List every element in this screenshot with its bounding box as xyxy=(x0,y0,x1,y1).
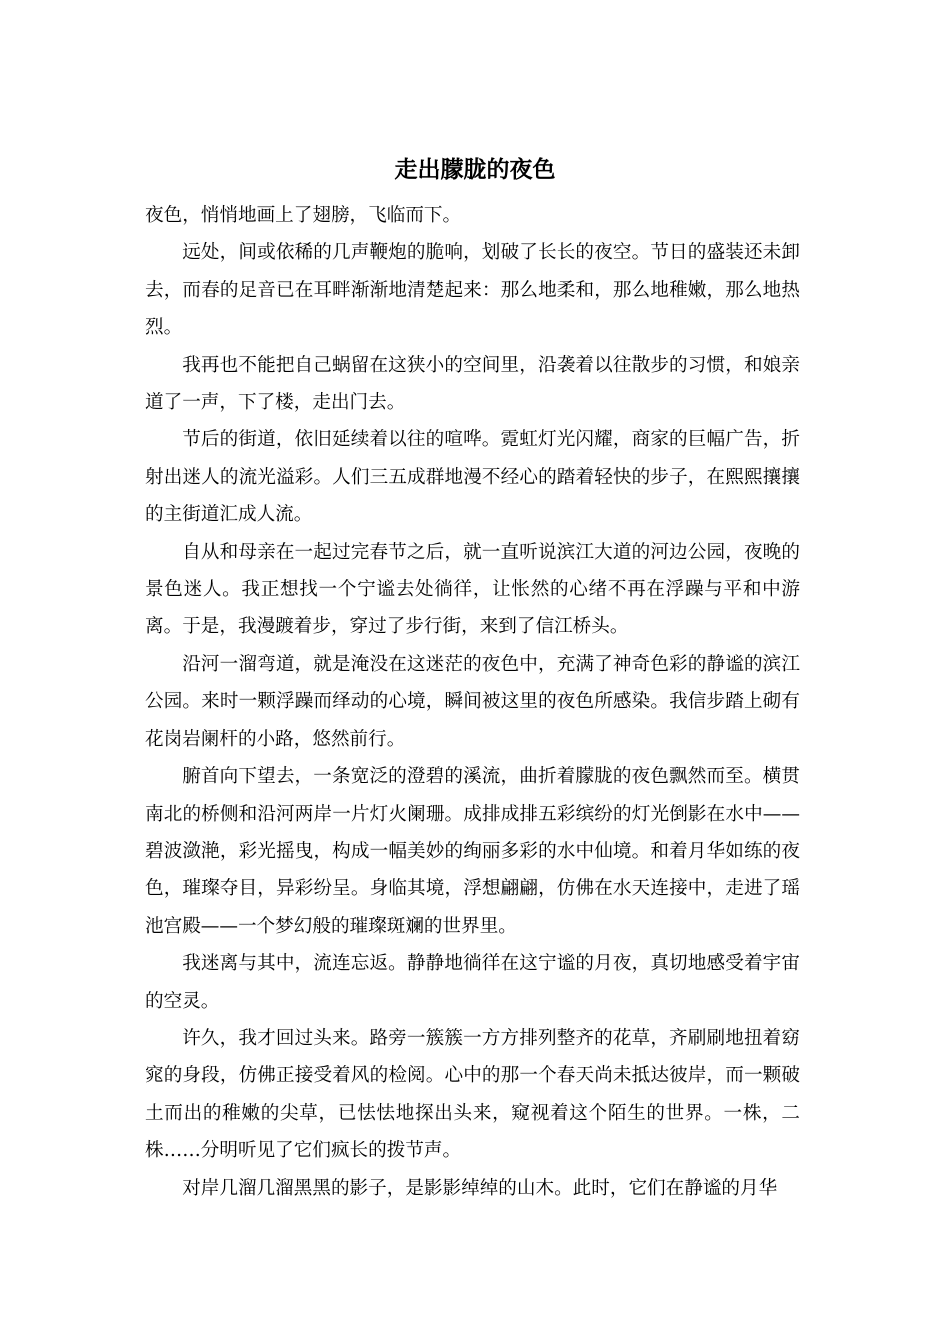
document-body xyxy=(145,197,800,1207)
paragraph: 夜色，悄悄地画上了翅膀，飞临而下。 xyxy=(145,205,462,226)
document-title: 走出朦胧的夜色 xyxy=(394,157,556,183)
paragraph: 腑首向下望去，一条宽泛的澄碧的溪流，曲折着朦胧的夜色飘然而至。横贯南北的桥侧和沿河两岸一片灯火阑珊。成排成排五彩缤纷的灯光倒影在水中——碧波潋滟，彩光摇曳，构成一幅美妙的绚丽多彩的水中仙境。和着月华如练的夜色，璀璨夺目，异彩纷呈。身临其境，浮想翩翩，仿佛在水天连接中，走进了瑶池宫殿——一个梦幻般的璀璨斑斓的世界里。 xyxy=(145,766,800,937)
paragraph: 我再也不能把自己蜗留在这狭小的空间里，沿袭着以往散步的习惯，和娘亲道了一声，下了楼，走出门去。 xyxy=(145,354,800,414)
paragraph: 远处，间或依稀的几声鞭炮的脆响，划破了长长的夜空。节日的盛装还未卸去，而春的足音已在耳畔渐渐地清楚起来：那么地柔和，那么地稚嫩，那么地热烈。 xyxy=(145,242,800,339)
paragraph: 对岸几溜几溜黑黑的影子，是影影绰绰的山木。此时，它们在静谧的月华 xyxy=(182,1177,778,1199)
paragraph: 节后的街道，依旧延续着以往的喧哗。霓虹灯光闪耀，商家的巨幅广告，折射出迷人的流光溢彩。人们三五成群地漫不经心的踏着轻快的步子，在熙熙攘攘的主街道汇成人流。 xyxy=(145,429,800,526)
paragraph: 沿河一溜弯道，就是淹没在这迷茫的夜色中，充满了神奇色彩的静谧的滨江公园。来时一颗浮躁而绎动的心境，瞬间被这里的夜色所感染。我信步踏上砌有花岗岩阑杆的小路，悠然前行。 xyxy=(145,653,800,750)
paragraph: 我迷离与其中，流连忘返。静静地徜徉在这宁谧的月夜，真切地感受着宇宙的空灵。 xyxy=(145,953,800,1012)
paragraph: 自从和母亲在一起过完春节之后，就一直听说滨江大道的河边公园，夜晚的景色迷人。我正想找一个宁谧去处徜徉，让怅然的心绪不再在浮躁与平和中游离。于是，我漫踱着步，穿过了步行街，来到了信江桥头。 xyxy=(145,541,800,638)
paragraph: 许久，我才回过头来。路旁一簇簇一方方排列整齐的花草，齐刷刷地扭着窈窕的身段，仿佛正接受着风的检阅。心中的那一个春天尚未抵达彼岸，而一颗破土而出的稚嫩的尖草，已怯怯地探出头来，窥视着这个陌生的世界。一株，二株……分明听见了它们疯长的拨节声。 xyxy=(145,1027,800,1162)
